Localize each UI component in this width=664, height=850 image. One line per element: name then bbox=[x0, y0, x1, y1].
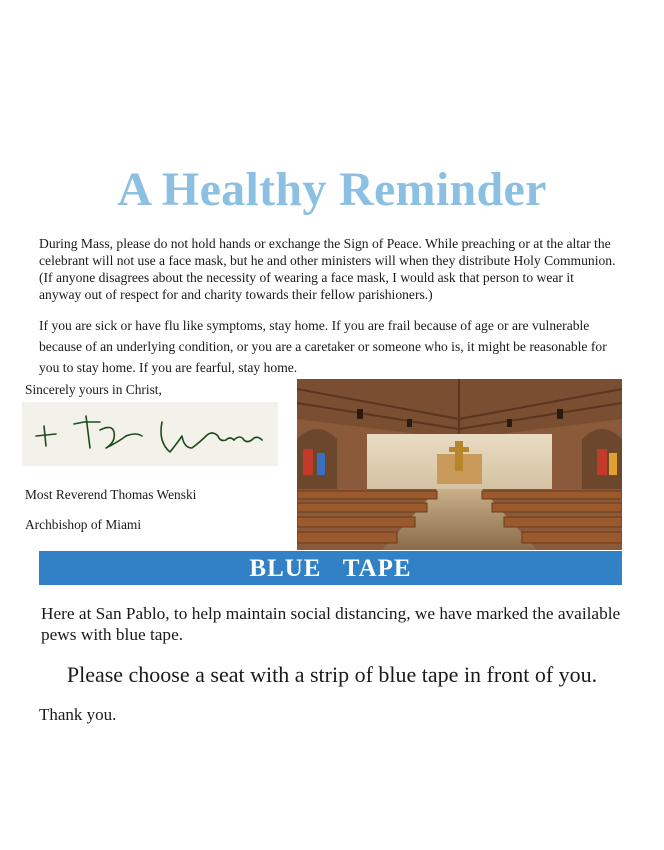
signatory-name: Most Reverend Thomas Wenski bbox=[25, 487, 197, 502]
thank-you-text: Thank you. bbox=[39, 705, 117, 724]
seat-instruction: Please choose a seat with a strip of blue tape in front of you. bbox=[66, 662, 598, 687]
signature-image bbox=[22, 402, 278, 466]
church-interior-photo bbox=[297, 379, 622, 550]
handwritten-signature-icon bbox=[22, 402, 278, 466]
letter-closing: Sincerely yours in Christ, bbox=[25, 382, 162, 397]
stay-home-paragraph: If you are sick or have flu like symptoms, stay home. If you are frail because of age or are vulnerable because of an underlying condition, or you are a caretaker or someone who is, it might be reasonable for you to stay home. If you are fearful, stay home. bbox=[39, 318, 607, 375]
page-title: A Healthy Reminder bbox=[117, 163, 547, 216]
blue-tape-banner: BLUE TAPE bbox=[39, 551, 622, 585]
social-distancing-paragraph: Here at San Pablo, to help maintain social distancing, we have marked the available pews with blue tape. bbox=[41, 604, 621, 644]
mass-instructions-paragraph: During Mass, please do not hold hands or exchange the Sign of Peace. While preaching or at the altar the celebrant will not use a face mask, but he and other ministers will when they distribute Holy Communion. (If anyone disagrees about the necessity of wearing a face mask, I would ask that person to wear it anyway out of respect for and charity towards their fellow parishioners.) bbox=[39, 236, 616, 302]
signatory-title: Archbishop of Miami bbox=[25, 517, 142, 532]
